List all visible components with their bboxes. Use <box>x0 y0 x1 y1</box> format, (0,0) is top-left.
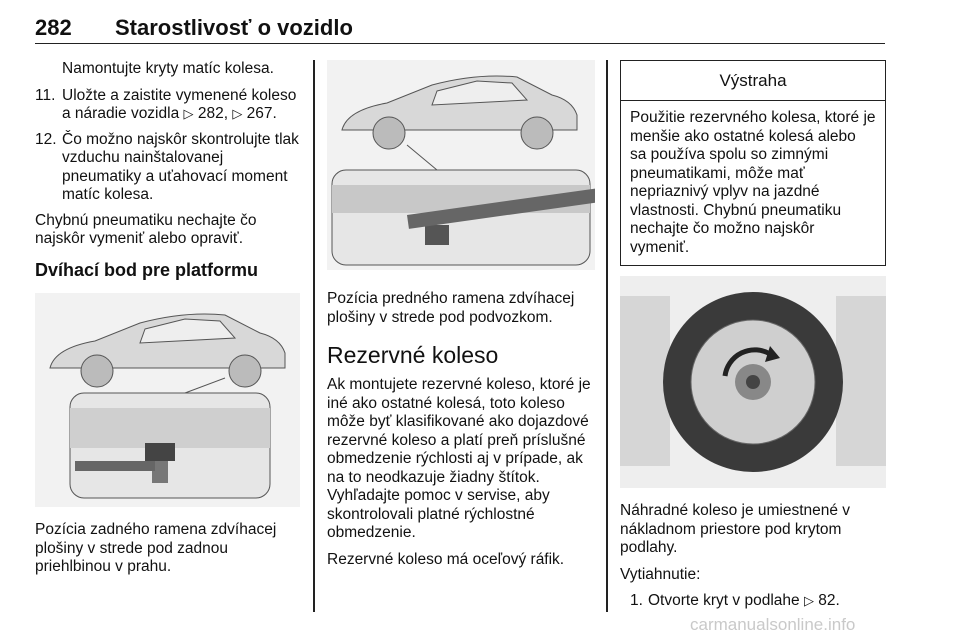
paragraph: Ak montujete rezervné koleso, ktoré je iné ako ostatné kolesá, toto koleso môže byť klasifikované ako dojazdové rezervné koleso a platí preň príslušné obmedzenie rýchlosti aj v prípade, ak na to neodkazuje žiadny štítok. Vyhľadajte pomoc v servise, aby skontrolovali platné rýchlostné obmedzenie. <box>327 376 591 541</box>
paragraph: Chybnú pneumatiku nechajte čo najskôr vymeniť alebo opraviť. <box>35 211 257 247</box>
section-heading: Rezervné koleso <box>327 342 499 368</box>
paragraph: Rezervné koleso má oceľový ráfik. <box>327 550 565 568</box>
column-divider-right <box>606 60 608 612</box>
figure-caption: Pozícia predného ramena zdvíhacej plošiny v strede pod podvozkom. <box>327 290 575 326</box>
reference-arrow-icon: ▷ <box>232 106 243 121</box>
column-left <box>35 60 300 585</box>
column-divider-left <box>313 60 315 612</box>
page-number: 282 <box>35 15 72 40</box>
reference-arrow-icon: ▷ <box>803 593 814 608</box>
column-right <box>620 60 886 618</box>
step-12 <box>35 131 300 205</box>
reference-arrow-icon: ▷ <box>183 106 194 121</box>
watermark: carmanualsonline.info <box>690 615 856 634</box>
paragraph: Náhradné koleso je umiestnené v nákladnom priestore pod krytom podlahy. <box>620 502 851 556</box>
step-number: 11. <box>35 86 56 104</box>
warning-title: Výstraha <box>621 61 885 101</box>
warning-box <box>620 60 886 266</box>
figure-caption: Pozícia zadného ramena zdvíhacej plošiny v strede pod zadnou priehlbinou v prahu. <box>35 521 277 575</box>
step-1 <box>620 592 886 611</box>
step-number: 1. <box>630 592 643 609</box>
step-text: Čo možno najskôr skontrolujte tlak vzduchu nainštalovanej pneumatiky a uťahovací moment matíc kolesa. <box>62 130 299 203</box>
subheading: Vytiahnutie: <box>620 565 701 583</box>
step-number: 12. <box>35 130 57 148</box>
front-lift-point-illustration <box>327 60 595 270</box>
intro-text: Namontujte kryty matíc kolesa. <box>62 60 274 77</box>
step-text: Otvorte kryt v podlahe ▷ 82. <box>648 592 840 609</box>
warning-text: Použitie rezervného kolesa, ktoré je menšie ako ostatné kolesá alebo sa používa spolu so zimnými pneumatikami, môže mať nepriaznivý vplyv na jazdné vlastnosti. Chybnú pneumatiku nechajte čo možno najskôr vymeniť. <box>630 109 876 256</box>
rear-lift-point-illustration <box>35 293 300 507</box>
section-heading: Dvíhací bod pre platformu <box>35 259 259 280</box>
page-header <box>35 8 885 44</box>
column-middle <box>327 60 595 577</box>
step-11 <box>35 87 300 124</box>
spare-wheel-illustration <box>620 276 886 488</box>
step-text: Uložte a zaistite vymenené koleso a náradie vozidla ▷ 282, ▷ 267. <box>62 86 297 122</box>
page-title: Starostlivosť o vozidlo <box>115 15 353 40</box>
